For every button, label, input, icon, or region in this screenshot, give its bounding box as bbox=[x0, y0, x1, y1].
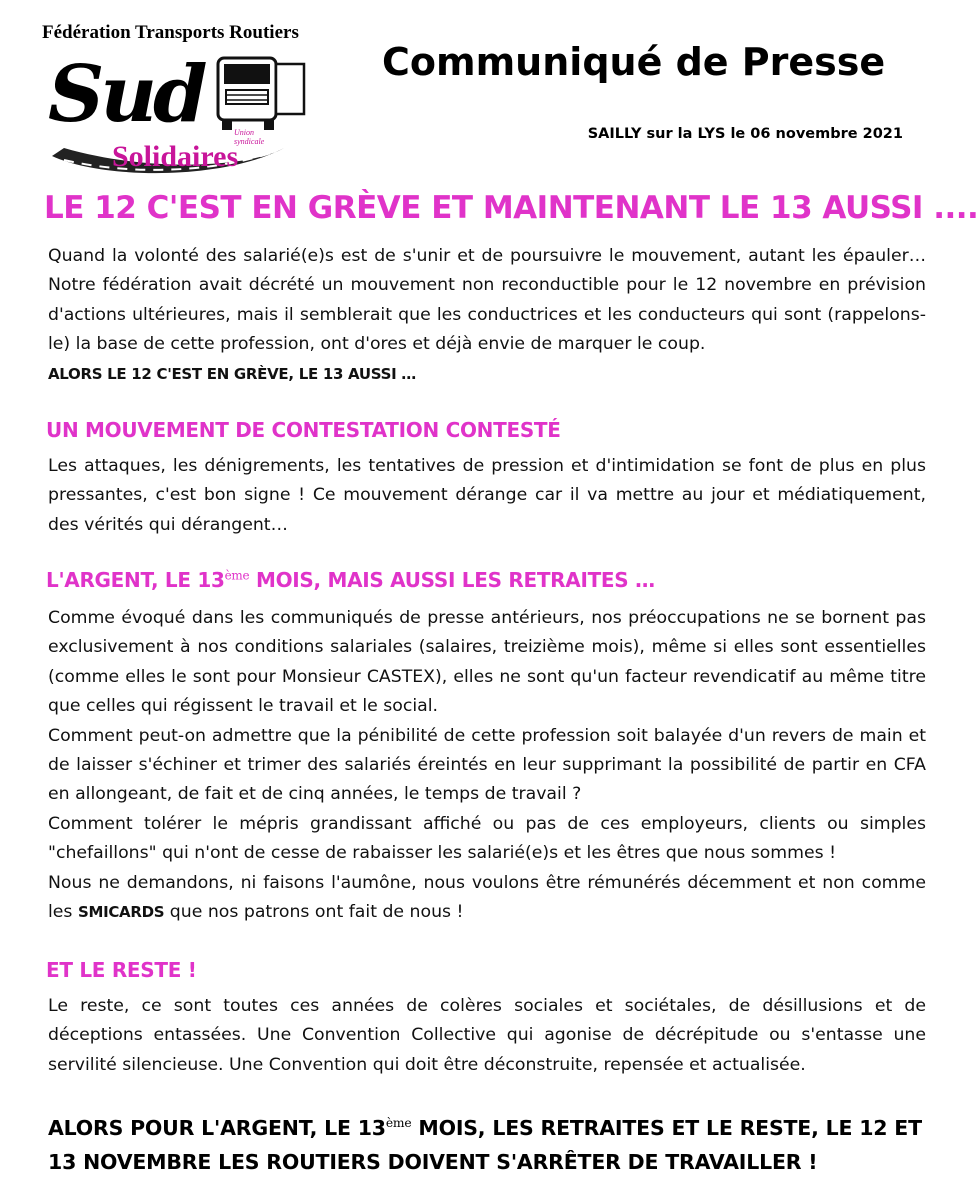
section2-p4 bbox=[48, 869, 926, 928]
logo-solidaires-wordmark: Solidaires bbox=[112, 140, 239, 173]
closing-after: MOIS, LES RETRAITES ET LE RESTE, LE 12 ET 13 NOVEMBRE LES ROUTIERS DOIVENT S'ARRÊTER DE TRAVAILLER ! bbox=[48, 1115, 922, 1174]
section2-paragraphs bbox=[48, 604, 926, 927]
sud-solidaires-logo bbox=[34, 22, 314, 182]
intro-text: Quand la volonté des salarié(e)s est de s'unir et de poursuivre le mouvement, autant les épauler… Notre fédération avait décrété un mouvement non reconductible pour le 12 novembre en prévision d'actions ultérieures, mais il semblerait que les conductrices et les conducteurs qui sont (rappelons-le) la base de cette profession, ont d'ores et déjà envie de marquer le coup. bbox=[48, 246, 926, 355]
section2-p2: Comment peut-on admettre que la pénibilité de cette profession soit balayée d'un revers de main et de laisser s'échiner et trimer des salariés éreintés en leur supprimant la possibilité de partir en CFA en allongeant, de fait et de cinq années, le temps de travail ? bbox=[48, 725, 926, 805]
logo-union-label: Union syndicale bbox=[234, 128, 265, 146]
section-heading-argent bbox=[46, 568, 655, 592]
closing-statement bbox=[48, 1106, 938, 1179]
intro-emphasis: ALORS LE 12 C'EST EN GRÈVE, LE 13 AUSSI … bbox=[48, 364, 416, 383]
section1-paragraph bbox=[48, 452, 926, 540]
smicards-emphasis: SMICARDS bbox=[77, 903, 165, 922]
intro-paragraph bbox=[48, 242, 926, 389]
section2-p1: Comme évoqué dans les communiqués de presse antérieurs, nos préoccupations ne se bornent pas exclusivement à nos conditions salariales (salaires, treizième mois), même si elles sont essentielles (comme elles le sont pour Monsieur CASTEX), elles ne sont qu'un facteur revendicatif au même titre que celles qui régissent le travail et le social. bbox=[48, 608, 926, 717]
section2-heading-before: L'ARGENT, LE 13 bbox=[46, 568, 225, 592]
section3-text: Le reste, ce sont toutes ces années de colères sociales et sociétales, de désillusions et de déceptions entassées. Une Convention Collective qui agonise de décrépitude ou s'entasse une servilité silencieuse. Une Convention qui doit être déconstruite, repensée et actualisée. bbox=[48, 996, 926, 1075]
section3-paragraph bbox=[48, 992, 926, 1080]
document-date: SAILLY sur la LYS le 06 novembre 2021 bbox=[587, 126, 903, 142]
federation-name: Fédération Transports Routiers bbox=[42, 22, 299, 43]
closing-before: ALORS POUR L'ARGENT, LE 13 bbox=[48, 1115, 386, 1140]
main-heading: LE 12 C'EST EN GRÈVE ET MAINTENANT LE 13 AUSSI .... bbox=[44, 190, 978, 226]
document-title: Communiqué de Presse bbox=[382, 40, 886, 84]
section2-p3: Comment tolérer le mépris grandissant affiché ou pas de ces employeurs, clients ou simples "chefaillons" qui n'ont de cesse de rabaisser les salarié(e)s et les êtres que nous sommes ! bbox=[48, 813, 926, 864]
section2-p4-after: que nos patrons ont fait de nous ! bbox=[164, 902, 464, 923]
logo-sud-wordmark: Sud bbox=[48, 49, 204, 140]
section1-text: Les attaques, les dénigrements, les tentatives de pression et d'intimidation se font de plus en plus pressantes, c'est bon signe ! Ce mouvement dérange car il va mettre au jour et médiatiquement, des vérités qui dérangent… bbox=[48, 456, 926, 535]
closing-sup: ème bbox=[385, 1116, 412, 1130]
section2-p4-before: Nous ne demandons, ni faisons l'aumône, nous voulons être rémunérés décemment et non comme les bbox=[48, 872, 926, 923]
section2-heading-after: MOIS, MAIS AUSSI LES RETRAITES … bbox=[249, 568, 655, 592]
section2-heading-sup: ème bbox=[224, 568, 250, 583]
section-heading-reste: ET LE RESTE ! bbox=[46, 958, 197, 982]
section-heading-contestation: UN MOUVEMENT DE CONTESTATION CONTESTÉ bbox=[46, 418, 561, 442]
